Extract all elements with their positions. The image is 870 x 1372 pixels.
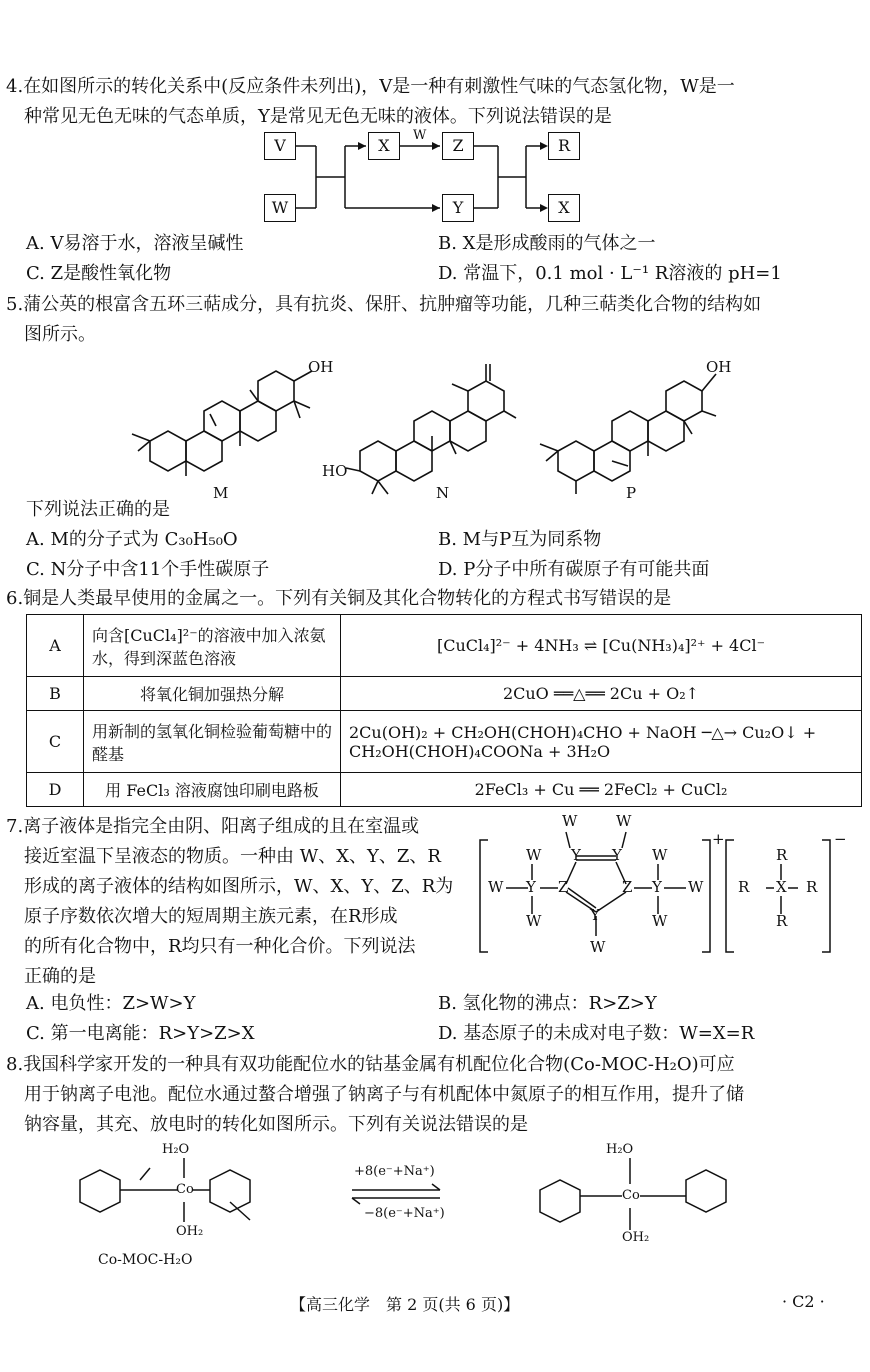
- q5-stem: 5.蒲公英的根富含五环三萜成分，具有抗炎、保肝、抗肿瘤等功能，几种三萜类化合物的结构如 图所示。: [6, 294, 762, 345]
- page-footer: 【高三化学 第 2 页(共 6 页)】: [290, 1295, 520, 1314]
- row-description: 用新制的氢氧化铜检验葡萄糖中的醛基: [84, 711, 341, 773]
- flow-arrow-label-w: W: [413, 128, 427, 143]
- flow-box-z: Z: [442, 132, 474, 160]
- n-ho-label: HO: [322, 462, 348, 480]
- q5-option-c: C. N分子中含11个手性碳原子: [26, 559, 270, 580]
- q7-w-right-bottom: W: [652, 912, 668, 930]
- q4-option-d: D. 常温下，0.1 mol · L⁻¹ R溶液的 pH=1: [438, 263, 782, 284]
- q7-w-right-top: W: [652, 846, 668, 864]
- structure-label-n: N: [436, 484, 450, 502]
- q7-option-a: A. 电负性：Z>W>Y: [26, 993, 196, 1014]
- q7-y-ring-right: Y: [612, 846, 622, 864]
- flow-box-x: X: [368, 132, 400, 160]
- row-label: C: [27, 711, 84, 773]
- q7-y-ring-bottom: Y: [590, 906, 600, 924]
- q7-z-right: Z: [622, 878, 633, 896]
- row-label: D: [27, 773, 84, 807]
- q4-option-a: A. V易溶于水，溶液呈碱性: [26, 233, 244, 254]
- q7-y-left: Y: [526, 878, 536, 896]
- flow-box-r: R: [548, 132, 580, 160]
- row-equation: [CuCl₄]²⁻ + 4NH₃ ⇌ [Cu(NH₃)₄]²⁺ + 4Cl⁻: [341, 615, 862, 677]
- flow-box-y: Y: [442, 194, 474, 222]
- q5-ask: 下列说法正确的是: [26, 499, 170, 520]
- table-row: [27, 677, 862, 711]
- page-code: · C2 ·: [782, 1292, 825, 1311]
- q7-r-bottom: R: [776, 912, 788, 930]
- row-description: 向含[CuCl₄]²⁻的溶液中加入浓氨水，得到深蓝色溶液: [84, 615, 341, 677]
- q7-r-left: R: [738, 878, 750, 896]
- q7-w-left-top: W: [526, 846, 542, 864]
- q7-w-top-right: W: [616, 812, 632, 830]
- q5-option-a: A. M的分子式为 C₃₀H₅₀O: [26, 529, 238, 550]
- flow-box-x2: X: [548, 194, 580, 222]
- table-row: [27, 711, 862, 773]
- q4-flow-lines: [0, 0, 870, 240]
- p-oh-label: OH: [706, 358, 732, 376]
- q7-r-right: R: [806, 878, 818, 896]
- q4-option-c: C. Z是酸性氧化物: [26, 263, 172, 284]
- q7-y-ring-left: Y: [571, 846, 581, 864]
- row-label: B: [27, 677, 84, 711]
- q7-anion-charge: −: [834, 830, 847, 848]
- q7-w-top-left: W: [562, 812, 578, 830]
- q7-z-left: Z: [558, 878, 569, 896]
- q7-y-right: Y: [652, 878, 662, 896]
- left-oh2-bottom: OH₂: [176, 1224, 204, 1239]
- row-equation: 2FeCl₃ + Cu ══ 2FeCl₂ + CuCl₂: [341, 773, 862, 807]
- q7-w-left-bottom: W: [526, 912, 542, 930]
- q7-stem: 7.离子液体是指完全由阴、阳离子组成的且在室温或 接近室温下呈液态的物质。一种由 W、X、Y、Z、R 形成的离子液体的结构如图所示，W、X、Y、Z、R为 原子序数依次增大的短周期主族元素，在R形成 的所有化合物中，R均只有一种化合价。下列说法 正确的是: [6, 816, 454, 987]
- right-co: Co: [622, 1188, 640, 1203]
- right-oh2-bottom: OH₂: [622, 1230, 650, 1245]
- left-co: Co: [176, 1182, 194, 1197]
- right-h2o-top: H₂O: [606, 1142, 634, 1157]
- table-row: [27, 615, 862, 677]
- q7-x-center: X: [776, 878, 787, 896]
- flow-box-v: V: [264, 132, 296, 160]
- q6-stem: 6.铜是人类最早使用的金属之一。下列有关铜及其化合物转化的方程式书写错误的是: [6, 588, 672, 609]
- q7-option-b: B. 氢化物的沸点：R>Z>Y: [438, 993, 657, 1014]
- backward-arrow-label: −8(e⁻+Na⁺): [364, 1206, 445, 1221]
- q4-option-b: B. X是形成酸雨的气体之一: [438, 233, 656, 254]
- q7-option-c: C. 第一电离能：R>Y>Z>X: [26, 1023, 255, 1044]
- m-oh-label: OH: [308, 358, 334, 376]
- row-description: 用 FeCl₃ 溶液腐蚀印刷电路板: [84, 773, 341, 807]
- left-complex-name: Co-MOC-H₂O: [98, 1252, 193, 1268]
- structure-label-p: P: [626, 484, 637, 502]
- q7-w-far-left: W: [488, 878, 504, 896]
- q7-r-top: R: [776, 846, 788, 864]
- left-h2o-top: H₂O: [162, 1142, 190, 1157]
- q6-equation-table: [26, 614, 862, 807]
- row-equation: 2Cu(OH)₂ + CH₂OH(CHOH)₄CHO + NaOH ─△→ Cu₂O↓ + CH₂OH(CHOH)₄COONa + 3H₂O: [341, 711, 862, 773]
- q7-w-far-right: W: [688, 878, 704, 896]
- table-row: [27, 773, 862, 807]
- q7-w-bottom: W: [590, 938, 606, 956]
- flow-box-w: W: [264, 194, 296, 222]
- q5-option-d: D. P分子中所有碳原子有可能共面: [438, 559, 710, 580]
- q8-stem: 8.我国科学家开发的一种具有双功能配位水的钴基金属有机配位化合物(Co-MOC-H₂O)可应 用于钠离子电池。配位水通过螯合增强了钠离子与有机配体中氮原子的相互作用，提升了储 钠容量，其充、放电时的转化如图所示。下列有关说法错误的是: [6, 1054, 744, 1135]
- row-description: 将氧化铜加强热分解: [84, 677, 341, 711]
- q4-stem: 4.在如图所示的转化关系中(反应条件未列出)，V是一种有刺激性气味的气态氢化物，W是一 种常见无色无味的气态单质，Y是常见无色无味的液体。下列说法错误的是: [6, 76, 735, 127]
- q5-option-b: B. M与P互为同系物: [438, 529, 602, 550]
- q7-option-d: D. 基态原子的未成对电子数：W=X=R: [438, 1023, 755, 1044]
- forward-arrow-label: +8(e⁻+Na⁺): [354, 1164, 435, 1179]
- row-label: A: [27, 615, 84, 677]
- structure-label-m: M: [213, 484, 229, 502]
- row-equation: 2CuO ══△══ 2Cu + O₂↑: [341, 677, 862, 711]
- q7-cation-charge: +: [712, 830, 725, 848]
